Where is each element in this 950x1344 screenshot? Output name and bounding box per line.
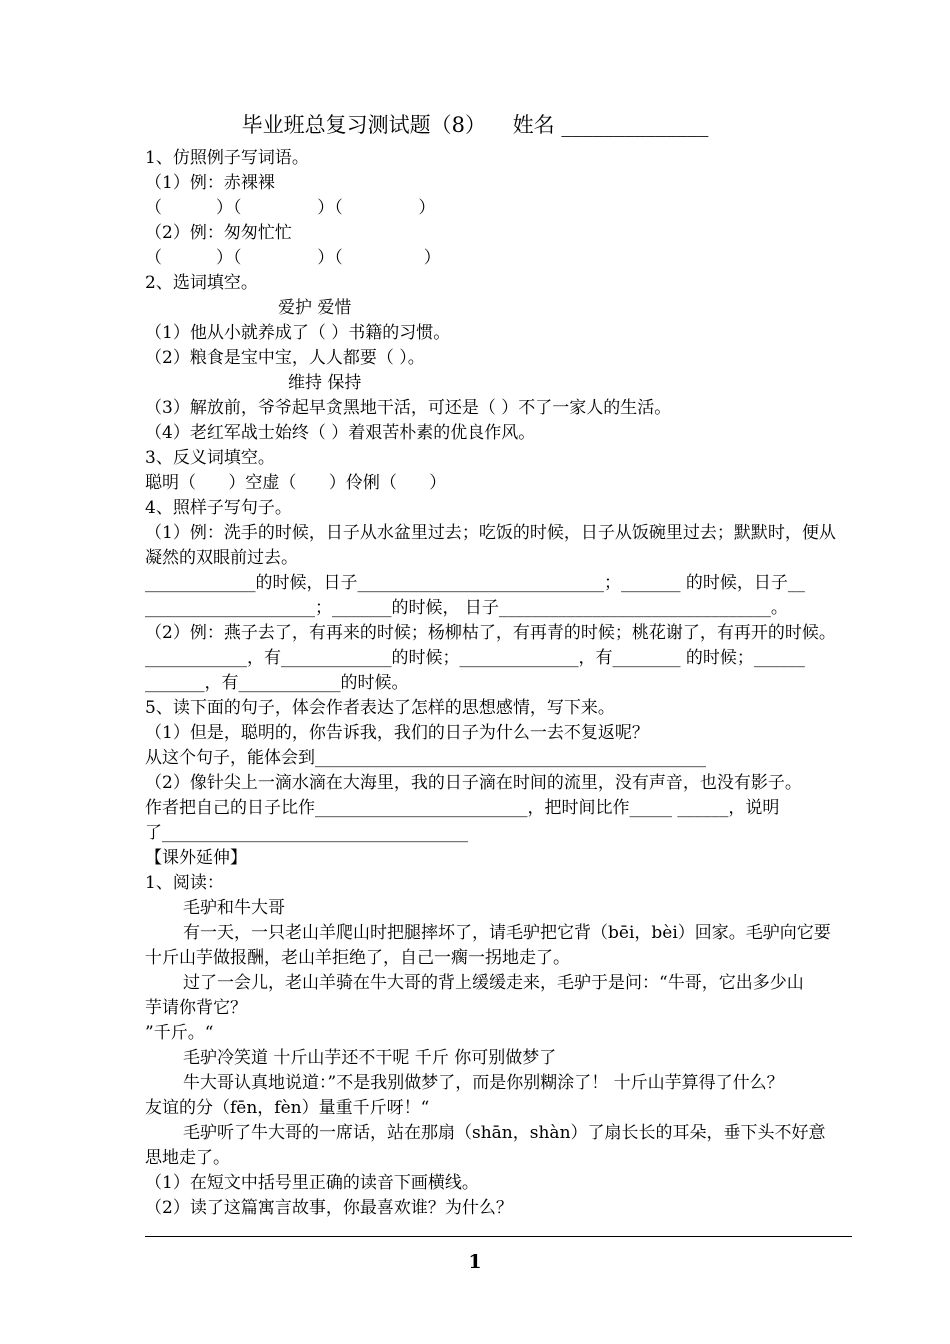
q4-1-blanks-b: ____________________；_______的时候， 日子________________________________。: [145, 598, 788, 618]
footer-rule: [145, 1236, 852, 1237]
q4-2-example: （2）例：燕子去了，有再来的时候；杨柳枯了，有再青的时候；桃花谢了，有再开的时候。: [145, 623, 836, 643]
q2-item-4: （4）老红军战士始终（ ）着艰苦朴素的优良作风。: [145, 423, 536, 443]
q5-2-answer-b: 了____________________________________: [145, 823, 468, 843]
q4-1-example-a: （1）例：洗手的时候，日子从水盆里过去；吃饭的时候，日子从饭碗里过去；默默时，便从: [145, 523, 836, 543]
story-p3: ”千斤。“: [145, 1023, 214, 1043]
q1-heading: 1、仿照例子写词语。: [145, 148, 309, 168]
word-choice-2: 维持 保持: [288, 373, 362, 393]
q4-1-example-b: 凝然的双眼前过去。: [145, 548, 298, 568]
q3-heading: 3、反义词填空。: [145, 448, 275, 468]
reading-q1: （1）在短文中括号里正确的读音下画横线。: [145, 1173, 479, 1193]
story-p4: 毛驴冷笑道 十斤山芋还不干呢 千斤 你可别做梦了: [183, 1048, 557, 1068]
q3-blanks: 聪明（ ）空虚（ ）伶俐（ ）: [145, 473, 447, 493]
q2-item-3: （3）解放前，爷爷起早贪黑地干活，可还是（ ）不了一家人的生活。: [145, 398, 672, 418]
extension-heading: 【课外延伸】: [145, 848, 247, 868]
reading-heading: 1、阅读：: [145, 873, 224, 893]
page-number: 1: [468, 1251, 482, 1273]
q5-2-answer-a: 作者把自己的日子比作_________________________，把时间比作_____ ______，说明: [145, 798, 780, 818]
story-p1-a: 有一天，一只老山羊爬山时把腿摔坏了，请毛驴把它背（bēi，bèi）回家。毛驴向它要: [183, 923, 831, 943]
q1-2-blanks: （ ）（ ）（ ）: [145, 248, 441, 268]
word-choice-1: 爱护 爱惜: [278, 298, 352, 318]
story-p5-a: 牛大哥认真地说道：”不是我别做梦了，而是你别糊涂了！ 十斤山芋算得了什么？: [183, 1073, 784, 1093]
page-title: 毕业班总复习测试题（8） 姓名 ______________: [241, 113, 709, 137]
story-p6-b: 思地走了。: [145, 1148, 230, 1168]
q4-1-blanks-a: _____________的时候，日子_____________________________；_______ 的时候，日子__: [145, 573, 805, 593]
q2-heading: 2、选词填空。: [145, 273, 258, 293]
q4-heading: 4、照样子写句子。: [145, 498, 292, 518]
q5-1-answer: 从这个句子，能体会到______________________________________________: [145, 748, 706, 768]
q5-2-sentence: （2）像针尖上一滴水滴在大海里，我的日子滴在时间的流里，没有声音，也没有影子。: [145, 773, 802, 793]
q1-1-blanks: （ ）（ ）（ ）: [145, 198, 436, 218]
q2-item-1: （1）他从小就养成了（ ）书籍的习惯。: [145, 323, 451, 343]
q5-heading: 5、读下面的句子，体会作者表达了怎样的思想感情，写下来。: [145, 698, 615, 718]
story-title: 毛驴和牛大哥: [183, 898, 285, 918]
reading-q2: （2）读了这篇寓言故事，你最喜欢谁？为什么？: [145, 1198, 513, 1218]
story-p2-a: 过了一会儿，老山羊骑在牛大哥的背上缓缓走来，毛驴于是问：“牛哥，它出多少山: [183, 973, 804, 993]
story-p2-b: 芋请你背它？: [145, 998, 247, 1018]
q1-1-example: （1）例：赤裸裸: [145, 173, 275, 193]
q4-2-blanks-b: _______，有____________的时候。: [145, 673, 409, 693]
q1-2-example: （2）例：匆匆忙忙: [145, 223, 292, 243]
story-p1-b: 十斤山芋做报酬，老山羊拒绝了，自己一瘸一拐地走了。: [145, 948, 570, 968]
q5-1-sentence: （1）但是，聪明的，你告诉我，我们的日子为什么一去不复返呢？: [145, 723, 649, 743]
q2-item-2: （2）粮食是宝中宝，人人都要（ ）。: [145, 348, 425, 368]
q4-2-blanks-a: ____________，有_____________的时候；______________，有________ 的时候；______: [145, 648, 805, 668]
story-p5-b: 友谊的分（fēn，fèn）量重千斤呀！“: [145, 1098, 430, 1118]
story-p6-a: 毛驴听了牛大哥的一席话，站在那扇（shān，shàn）了扇长长的耳朵，垂下头不好意: [183, 1123, 826, 1143]
